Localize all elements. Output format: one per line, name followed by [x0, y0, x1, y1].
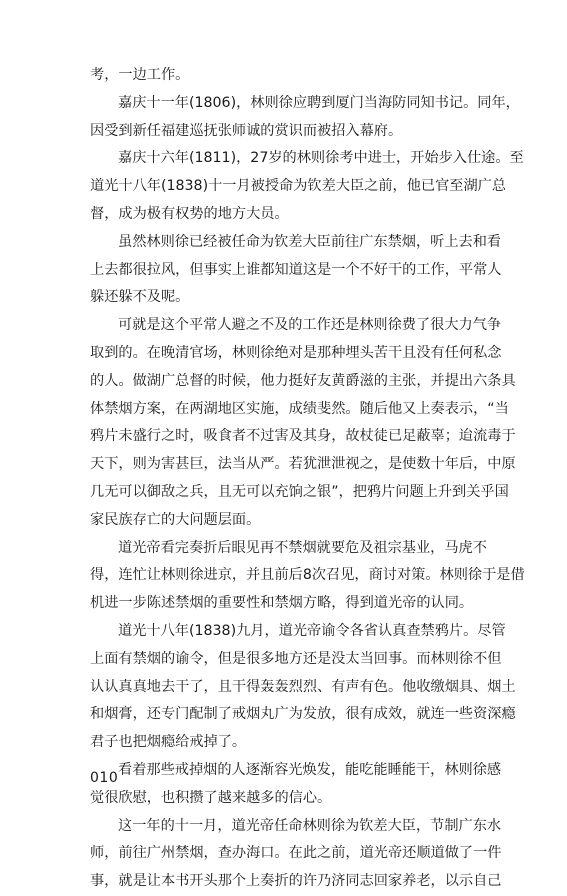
text-line: 和烟膏，还专门配制了戒烟丸广为发放，很有成效，就连一些资深瘾 — [90, 706, 516, 723]
text-line: 躲还躲不及呢。 — [90, 289, 190, 306]
text-line: 机进一步陈述禁烟的重要性和禁烟方略，得到道光帝的认同。 — [90, 595, 474, 612]
text-line: 道光帝看完奏折后眼见再不禁烟就要危及祖宗基业，马虎不 — [118, 539, 487, 556]
text-line: 上去都很拉风，但事实上谁都知道这是一个不好干的工作，平常人 — [90, 261, 502, 278]
text-line: 上面有禁烟的谕令，但是很多地方还是没太当回事。而林则徐不但 — [90, 650, 502, 667]
text-line: 可就是这个平常人避之不及的工作还是林则徐费了很大力气争 — [118, 317, 502, 334]
paragraph — [90, 229, 502, 312]
paragraph — [90, 62, 482, 90]
paragraph — [90, 618, 516, 757]
text-line: 督，成为极有权势的地方大员。 — [90, 205, 289, 222]
text-line: 鸦片未盛行之时，吸食者不过害及其身，故杖徒已足蔽辜；迨流毒于 — [90, 428, 516, 445]
text-line: 几无可以御敌之兵，且无可以充饷之银”，把鸦片问题上升到关乎国 — [90, 483, 509, 500]
page-number: 010 — [90, 770, 119, 786]
text-line: 觉很欣慰，也积攒了越来越多的信心。 — [90, 789, 332, 806]
text-line: 君子也把烟瘾给戒掉了。 — [90, 734, 247, 751]
paragraph — [90, 145, 524, 228]
text-line: 家民族存亡的大问题层面。 — [90, 511, 261, 528]
text-line: 事，就是让本书开头那个上奏折的许乃济同志回家养老，以示自己 — [90, 873, 502, 890]
text-line: 看着那些戒掉烟的人逐渐容光焕发，能吃能睡能干，林则徐感 — [118, 761, 502, 778]
text-line: 认认真真地去干了，且干得轰轰烈烈、有声有色。他收缴烟具、烟土 — [90, 678, 516, 695]
text-line: 因受到新任福建巡抚张师诚的赏识而被招入幕府。 — [90, 122, 403, 139]
text-line: 嘉庆十一年(1806)，林则徐应聘到厦门当海防同知书记。同年， — [118, 94, 520, 111]
paragraph — [90, 312, 516, 534]
text-line: 的人。做湖广总督的时候，他力挺好友黄爵滋的主张，并提出六条具 — [90, 372, 516, 389]
text-line: 嘉庆十六年(1811)，27岁的林则徐考中进士，开始步入仕途。至 — [118, 150, 524, 167]
paragraph — [90, 535, 525, 618]
paragraph — [90, 90, 520, 146]
text-line: 这一年的十一月，道光帝任命林则徐为钦差大臣，节制广东水 — [118, 817, 502, 834]
text-line: 道光十八年(1838)九月，道光帝谕令各省认真查禁鸦片。尽管 — [118, 622, 506, 639]
text-line: 体禁烟方案，在两湖地区实施，成绩斐然。随后他又上奏表示，“当 — [90, 400, 509, 417]
paragraph — [90, 813, 502, 896]
text-line: 师，前往广州禁烟，查办海口。在此之前，道光帝还顺道做了一件 — [90, 845, 502, 862]
text-line: 考，一边工作。 — [90, 67, 190, 83]
paragraph — [90, 757, 502, 813]
book-page-body — [90, 62, 525, 896]
text-line: 虽然林则徐已经被任命为钦差大臣前往广东禁烟，听上去和看 — [118, 233, 502, 250]
text-line: 天下，则为害甚巨，法当从严。若犹泄泄视之，是使数十年后，中原 — [90, 456, 516, 473]
text-line: 取到的。在晚清官场，林则徐绝对是那种埋头苦干且没有任何私念 — [90, 344, 502, 361]
text-line: 得，连忙让林则徐进京，并且前后8次召见，商讨对策。林则徐于是借 — [90, 567, 525, 584]
text-line: 道光十八年(1838)十一月被授命为钦差大臣之前，他已官至湖广总 — [90, 178, 507, 195]
